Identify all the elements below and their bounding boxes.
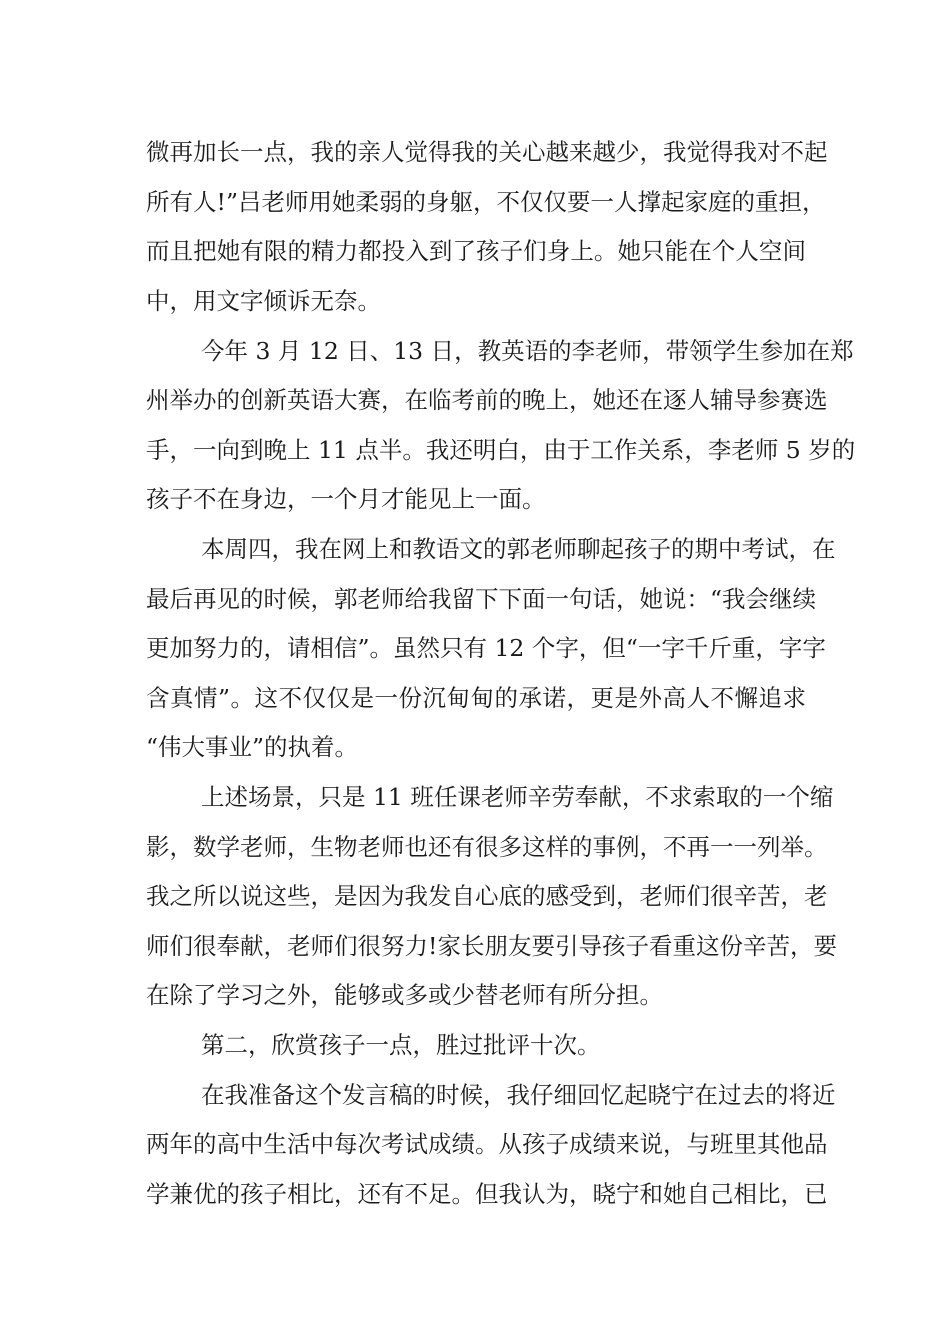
text-line: 我之所以说这些，是因为我发自心底的感受到，老师们很辛苦，老: [146, 882, 828, 910]
text-line: 含真情”。这不仅仅是一份沉甸甸的承诺，更是外高人不懈追求: [146, 684, 806, 712]
text-line: 微再加长一点，我的亲人觉得我的关心越来越少，我觉得我对不起: [146, 138, 828, 166]
text-line: 州举办的创新英语大赛，在临考前的晚上，她还在逐人辅导参赛选: [146, 386, 828, 414]
text-line: 手，一向到晚上 11 点半。我还明白，由于工作关系，李老师 5 岁的: [146, 436, 856, 464]
text-line: 更加努力的，请相信”。虽然只有 12 个字，但“一字千斤重，字字: [146, 634, 826, 662]
section-heading: 第二，欣赏孩子一点，胜过批评十次。: [201, 1031, 601, 1059]
text-line: 两年的高中生活中每次考试成绩。从孩子成绩来说，与班里其他品: [146, 1130, 828, 1158]
text-line: “伟大事业”的执着。: [146, 733, 359, 761]
text-line: 中，用文字倾诉无奈。: [146, 287, 381, 315]
text-line: 在除了学习之外，能够或多或少替老师有所分担。: [146, 981, 663, 1009]
paragraph-first-line: 本周四，我在网上和教语文的郭老师聊起孩子的期中考试，在: [201, 535, 836, 563]
text-line: 孩子不在身边，一个月才能见上一面。: [146, 485, 546, 513]
paragraph-first-line: 上述场景，只是 11 班任课老师辛劳奉献，不求索取的一个缩: [201, 783, 834, 811]
text-line: 所有人!”吕老师用她柔弱的身躯，不仅仅要一人撑起家庭的重担，: [146, 188, 826, 216]
paragraph-first-line: 今年 3 月 12 日、13 日，教英语的李老师，带领学生参加在郑: [201, 337, 854, 365]
text-line: 影，数学老师，生物老师也还有很多这样的事例，不再一一列举。: [146, 833, 828, 861]
text-line: 学兼优的孩子相比，还有不足。但我认为，晓宁和她自己相比，已: [146, 1180, 828, 1208]
paragraph-first-line: 在我准备这个发言稿的时候，我仔细回忆起晓宁在过去的将近: [201, 1081, 836, 1109]
text-line: 最后再见的时候，郭老师给我留下下面一句话，她说：“我会继续: [146, 585, 817, 613]
text-line: 师们很奉献，老师们很努力!家长朋友要引导孩子看重这份辛苦，要: [146, 932, 837, 960]
text-line: 而且把她有限的精力都投入到了孩子们身上。她只能在个人空间: [146, 237, 806, 265]
